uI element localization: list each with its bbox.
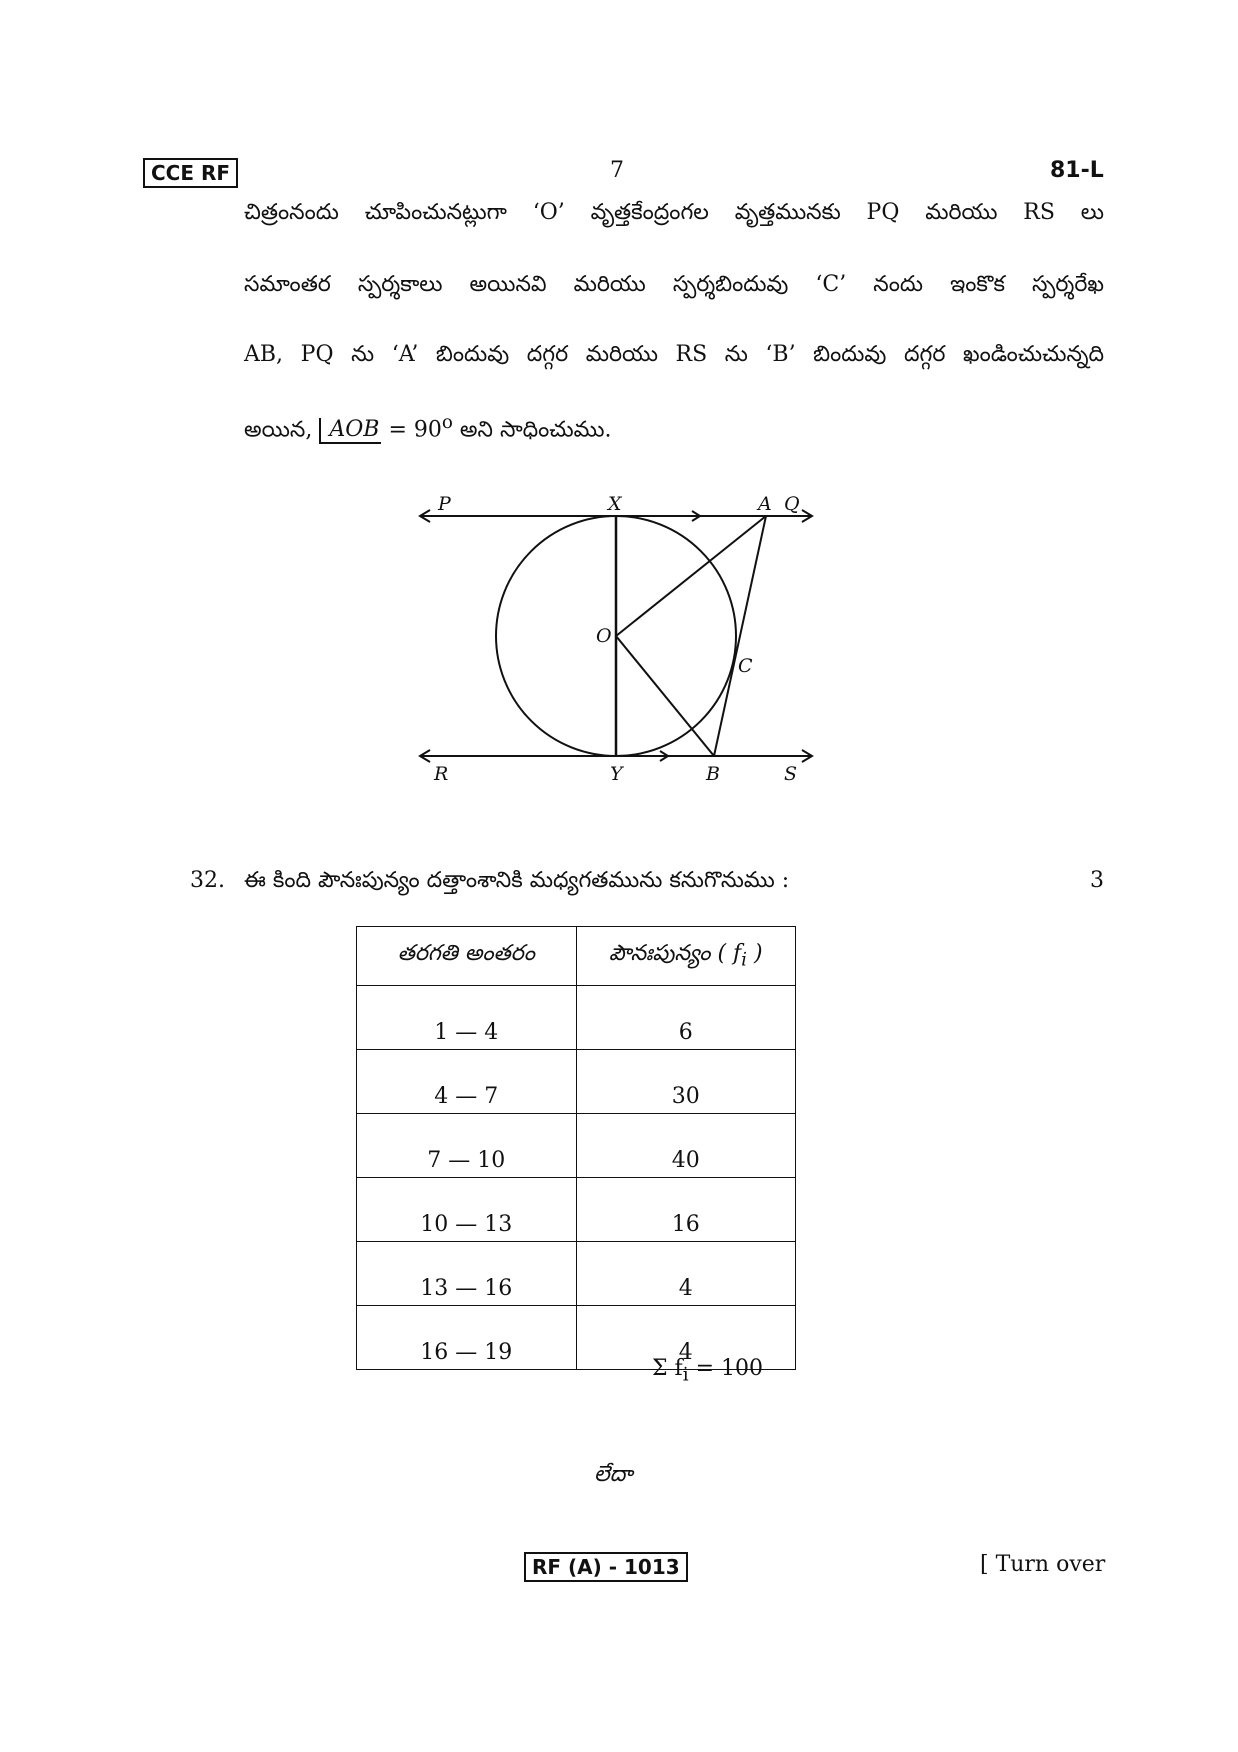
or-separator: లేదా	[594, 1462, 633, 1487]
table-row	[357, 1178, 796, 1242]
segment-ob	[616, 636, 714, 756]
frequency-sum	[652, 1356, 763, 1385]
table-row	[357, 1114, 796, 1178]
header-frequency-sub: i	[741, 949, 748, 971]
paper-code: 81-L	[1050, 158, 1104, 183]
header-class-interval: తరగతి అంతరం	[357, 927, 577, 986]
line-4-suffix: అని సాధించుము.	[459, 417, 612, 443]
sum-sub: i	[682, 1364, 689, 1386]
question-31-line-1: చిత్రంనందు చూపించునట్లుగా ‘O’ వృత్తకేంద్రంగల వృత్తమునకు PQ మరియు RS లు	[244, 200, 1104, 225]
table-header-row	[357, 927, 796, 986]
sum-value: = 100	[695, 1356, 763, 1381]
question-32-text: ఈ కింది పౌనఃపున్యం దత్తాంశానికి మధ్యగతమును కనుగొనుము :	[244, 868, 790, 893]
header-frequency-label: పౌనఃపున్యం	[608, 941, 711, 966]
turn-over-note: [ Turn over	[980, 1552, 1106, 1577]
interval-cell: 1 — 4	[357, 986, 577, 1050]
interval-cell: 7 — 10	[357, 1114, 577, 1178]
sum-symbol: Σ f	[652, 1356, 683, 1381]
footer-code-box: RF (A) - 1013	[524, 1552, 688, 1582]
page-number: 7	[610, 158, 624, 183]
label-q: Q	[784, 493, 800, 515]
frequency-cell: 4	[576, 1306, 796, 1370]
header-frequency	[576, 927, 796, 986]
header-frequency-close: )	[747, 941, 763, 966]
label-s: S	[784, 763, 798, 785]
label-o: O	[596, 625, 612, 647]
question-32-number: 32.	[190, 868, 225, 893]
header-frequency-symbol: ( f	[717, 941, 742, 966]
interval-cell: 16 — 19	[357, 1306, 577, 1370]
interval-cell: 13 — 16	[357, 1242, 577, 1306]
tangent-circle-figure	[400, 490, 840, 800]
frequency-cell: 4	[576, 1242, 796, 1306]
table-row	[357, 1050, 796, 1114]
question-32-marks: 3	[1090, 868, 1104, 893]
label-c: C	[738, 655, 753, 677]
interval-cell: 10 — 13	[357, 1178, 577, 1242]
label-b: B	[706, 763, 720, 785]
question-31-line-3: AB, PQ ను ‘A’ బిందువు దగ్గర మరియు RS ను ‘B’ బిందువు దగ్గర ఖండించుచున్నది	[244, 342, 1104, 367]
angle-symbol: AOB	[319, 418, 381, 444]
line-4-prefix: అయిన,	[244, 417, 313, 443]
question-31-line-4	[244, 412, 612, 447]
label-a: A	[758, 493, 772, 515]
frequency-cell: 30	[576, 1050, 796, 1114]
frequency-cell: 40	[576, 1114, 796, 1178]
interval-cell: 4 — 7	[357, 1050, 577, 1114]
exam-code-box: CCE RF	[143, 158, 238, 188]
frequency-cell: 6	[576, 986, 796, 1050]
label-r: R	[434, 763, 449, 785]
label-p: P	[438, 493, 451, 515]
label-x: X	[608, 493, 622, 515]
line-4-equation: = 90	[388, 417, 442, 443]
degree-mark: o	[441, 412, 453, 433]
table-row	[357, 986, 796, 1050]
label-y: Y	[610, 763, 623, 785]
frequency-table	[356, 926, 796, 1370]
table-row	[357, 1242, 796, 1306]
frequency-cell: 16	[576, 1178, 796, 1242]
question-31-line-2: సమాంతర స్పర్శకాలు అయినవి మరియు స్పర్శబిందువు ‘C’ నందు ఇంకొక స్పర్శరేఖ	[244, 272, 1104, 297]
